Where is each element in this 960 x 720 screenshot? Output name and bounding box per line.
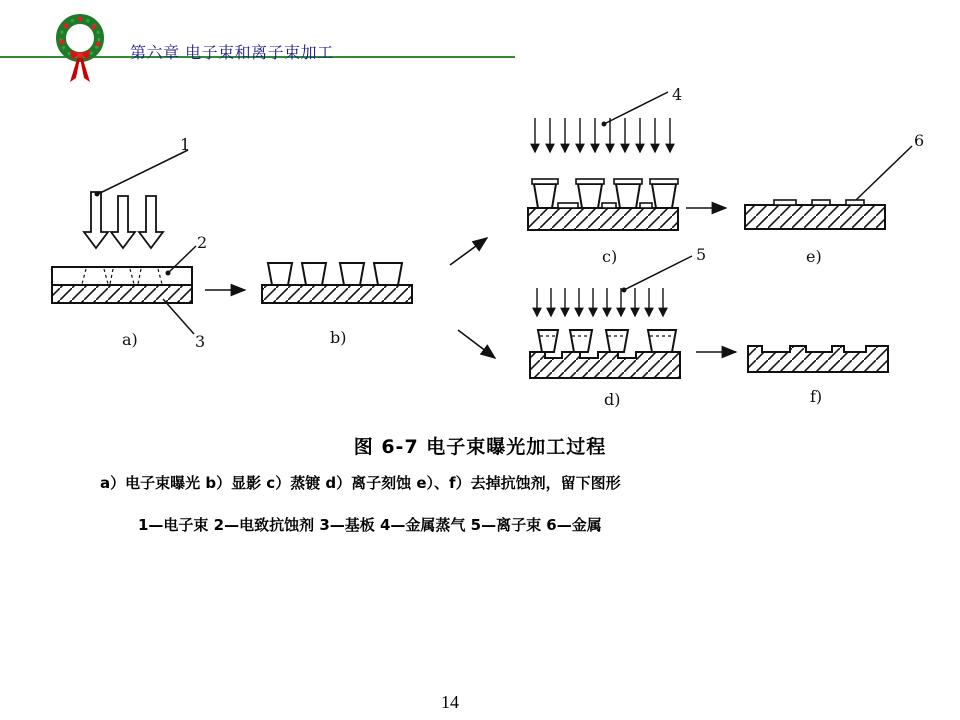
- label-6: 6: [914, 131, 925, 150]
- panel-b-development: [262, 263, 412, 347]
- panel-e-metal-pattern: [745, 131, 924, 266]
- exposure-process-diagram: [0, 70, 960, 430]
- label-2: 2: [197, 233, 208, 252]
- label-a: a): [122, 330, 138, 349]
- arrow-b-to-c: [450, 238, 487, 265]
- electron-beam-arrows: [84, 192, 163, 248]
- label-d: d): [604, 390, 621, 409]
- label-5: 5: [696, 245, 707, 264]
- label-e: e): [806, 247, 822, 266]
- label-4: 4: [672, 85, 683, 104]
- ion-beam-arrows: [537, 288, 663, 316]
- figure-title: 图 6-7 电子束曝光加工过程: [353, 436, 607, 458]
- label-f: f): [810, 387, 823, 406]
- figure-caption-steps: a）电子束曝光 b）显影 c）蒸镀 d）离子刻蚀 e）、f）去掉抗蚀剂，留下图形: [100, 474, 621, 492]
- page-number: 14: [441, 692, 459, 712]
- label-1: 1: [180, 135, 191, 154]
- chapter-title: 第六章 电子束和离子束加工: [130, 43, 334, 62]
- label-b: b): [330, 328, 347, 347]
- figure-caption-legend: 1—电子束 2—电致抗蚀剂 3—基板 4—金属蒸气 5—离子束 6—金属: [138, 516, 602, 534]
- label-3: 3: [195, 332, 206, 351]
- panel-c-evaporation: [528, 85, 682, 266]
- label-c: c): [602, 247, 618, 266]
- arrow-b-to-d: [458, 330, 495, 358]
- panel-f-etched-pattern: [748, 346, 888, 406]
- panel-a-exposure: [52, 135, 207, 351]
- panel-d-ion-etching: [530, 245, 706, 409]
